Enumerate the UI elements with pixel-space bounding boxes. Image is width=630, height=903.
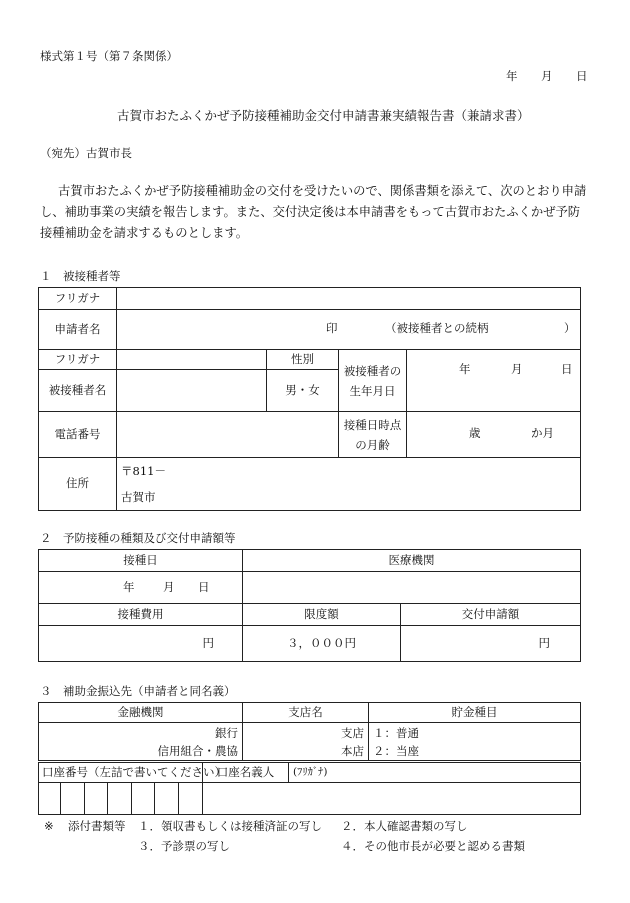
holder-furigana-label: (ﾌﾘｶﾞﾅ) — [293, 766, 328, 779]
holder-furigana-field[interactable] — [289, 763, 581, 783]
attachment-item-2: ２．本人確認書類の写し — [341, 819, 468, 833]
bank-suffix: 銀行 — [215, 725, 238, 740]
deposit-label: 貯金種目 — [369, 703, 581, 723]
relation-close: ） — [564, 321, 576, 335]
cost-unit: 円 — [202, 635, 214, 650]
age-years: 歳 — [469, 426, 481, 440]
furigana2-label: フリガナ — [39, 350, 117, 370]
account-table — [38, 762, 581, 815]
address-city: 古賀市 — [121, 490, 156, 504]
date-year-label: 年 — [506, 69, 518, 83]
addressee: （宛先）古賀市長 — [40, 146, 132, 160]
age-label-line-1: 接種日時点 — [343, 417, 402, 432]
address-field[interactable] — [117, 458, 581, 511]
clinic-field[interactable] — [243, 572, 581, 604]
attachment-item-4: ４．その他市長が必要と認める書類 — [341, 839, 525, 853]
applicant-name-field[interactable] — [117, 310, 581, 350]
bank-table — [38, 702, 581, 761]
cost-field[interactable] — [39, 626, 243, 662]
vaccination-table — [38, 549, 581, 662]
birth-day: 日 — [561, 362, 573, 376]
deposit-option-1: １：普通 — [373, 725, 419, 740]
age-months: か月 — [531, 426, 554, 440]
grant-field[interactable] — [401, 626, 581, 662]
head-office: 本店 — [341, 743, 364, 758]
date-day-label: 日 — [576, 69, 588, 83]
birth-date-field[interactable] — [407, 350, 581, 412]
cost-label: 接種費用 — [39, 604, 243, 626]
grant-label: 交付申請額 — [401, 604, 581, 626]
birth-label-line-1: 被接種者の — [343, 363, 402, 378]
recipient-name-field[interactable] — [117, 370, 267, 412]
applicant-label: 申請者名 — [39, 310, 117, 350]
phone-field[interactable] — [117, 412, 339, 458]
birth-label-line-2: 生年月日 — [349, 383, 396, 398]
phone-label: 電話番号 — [39, 412, 117, 458]
document-title: 古賀市おたふくかぜ予防接種補助金交付申請書兼実績報告書（兼請求書） — [117, 108, 530, 123]
deposit-option-2: ２：当座 — [373, 743, 419, 758]
applicant-furigana-field[interactable] — [117, 288, 581, 310]
vaccination-date-label: 接種日 — [39, 550, 243, 572]
relation-open: （被接種者との続柄 — [385, 321, 489, 335]
age-label-line-2: の月齢 — [355, 437, 390, 452]
date-month-label: 月 — [541, 69, 553, 83]
section2-heading: ２ 予防接種の種類及び交付申請額等 — [40, 531, 236, 545]
recipient-table — [38, 287, 581, 511]
account-digit-5[interactable] — [132, 783, 155, 815]
coop-suffix: 信用組合・農協 — [157, 743, 238, 758]
clinic-label: 医療機関 — [243, 550, 581, 572]
limit-value: ３，０００円 — [243, 626, 401, 662]
intro-line-1: 古賀市おたふくかぜ予防接種補助金の交付を受けたいので、関係書類を添えて、次のとおり申請 — [58, 184, 587, 198]
intro-paragraph — [40, 181, 588, 244]
attachments-label: 添付書類等 — [68, 819, 126, 833]
account-holder-label: 口座名義人 — [203, 763, 289, 783]
branch-field[interactable] — [243, 723, 369, 761]
seal-mark: 印 — [326, 321, 338, 335]
section1-heading: １ 被接種者等 — [40, 269, 121, 283]
vaccination-day: 日 — [198, 580, 210, 594]
age-field[interactable] — [407, 412, 581, 458]
attachment-item-1: １．領収書もしくは接種済証の写し — [138, 819, 322, 833]
birth-year: 年 — [459, 362, 471, 376]
gender-options[interactable]: 男・女 — [267, 370, 339, 412]
account-digit-2[interactable] — [61, 783, 85, 815]
account-digit-4[interactable] — [108, 783, 132, 815]
vaccination-month: 月 — [163, 580, 175, 594]
branch-suffix: 支店 — [341, 725, 364, 740]
attachment-item-3: ３．予診票の写し — [138, 839, 230, 853]
birth-label — [339, 350, 407, 412]
account-digit-1[interactable] — [39, 783, 61, 815]
grant-unit: 円 — [538, 635, 550, 650]
section3-heading: ３ 補助金振込先（申請者と同名義） — [40, 684, 236, 698]
intro-line-2: し、補助事業の実績を報告します。また、交付決定後は本申請書をもって古賀市おたふくかぜ予防 — [40, 205, 581, 219]
furigana-label: フリガナ — [39, 288, 117, 310]
bank-label: 金融機関 — [39, 703, 243, 723]
account-number-label: 口座番号（左詰で書いてください） — [39, 763, 203, 783]
deposit-type-options[interactable] — [369, 723, 581, 761]
address-label: 住所 — [39, 458, 117, 511]
account-holder-name-field[interactable] — [203, 783, 581, 815]
recipient-furigana-field[interactable] — [117, 350, 267, 370]
attachments-mark: ※ — [44, 819, 54, 833]
limit-label: 限度額 — [243, 604, 401, 626]
recipient-label: 被接種者名 — [39, 370, 117, 412]
account-digit-3[interactable] — [85, 783, 108, 815]
vaccination-year: 年 — [123, 580, 135, 594]
account-digit-7[interactable] — [179, 783, 203, 815]
age-label — [339, 412, 407, 458]
postal-code: 〒811－ — [121, 464, 166, 478]
account-digit-6[interactable] — [155, 783, 179, 815]
intro-line-3: 接種補助金を請求するものとします。 — [40, 226, 249, 240]
branch-label: 支店名 — [243, 703, 369, 723]
vaccination-date-field[interactable] — [39, 572, 243, 604]
form-number: 様式第１号（第７条関係） — [40, 49, 178, 63]
gender-label: 性別 — [267, 350, 339, 370]
birth-month: 月 — [511, 362, 523, 376]
bank-field[interactable] — [39, 723, 243, 761]
